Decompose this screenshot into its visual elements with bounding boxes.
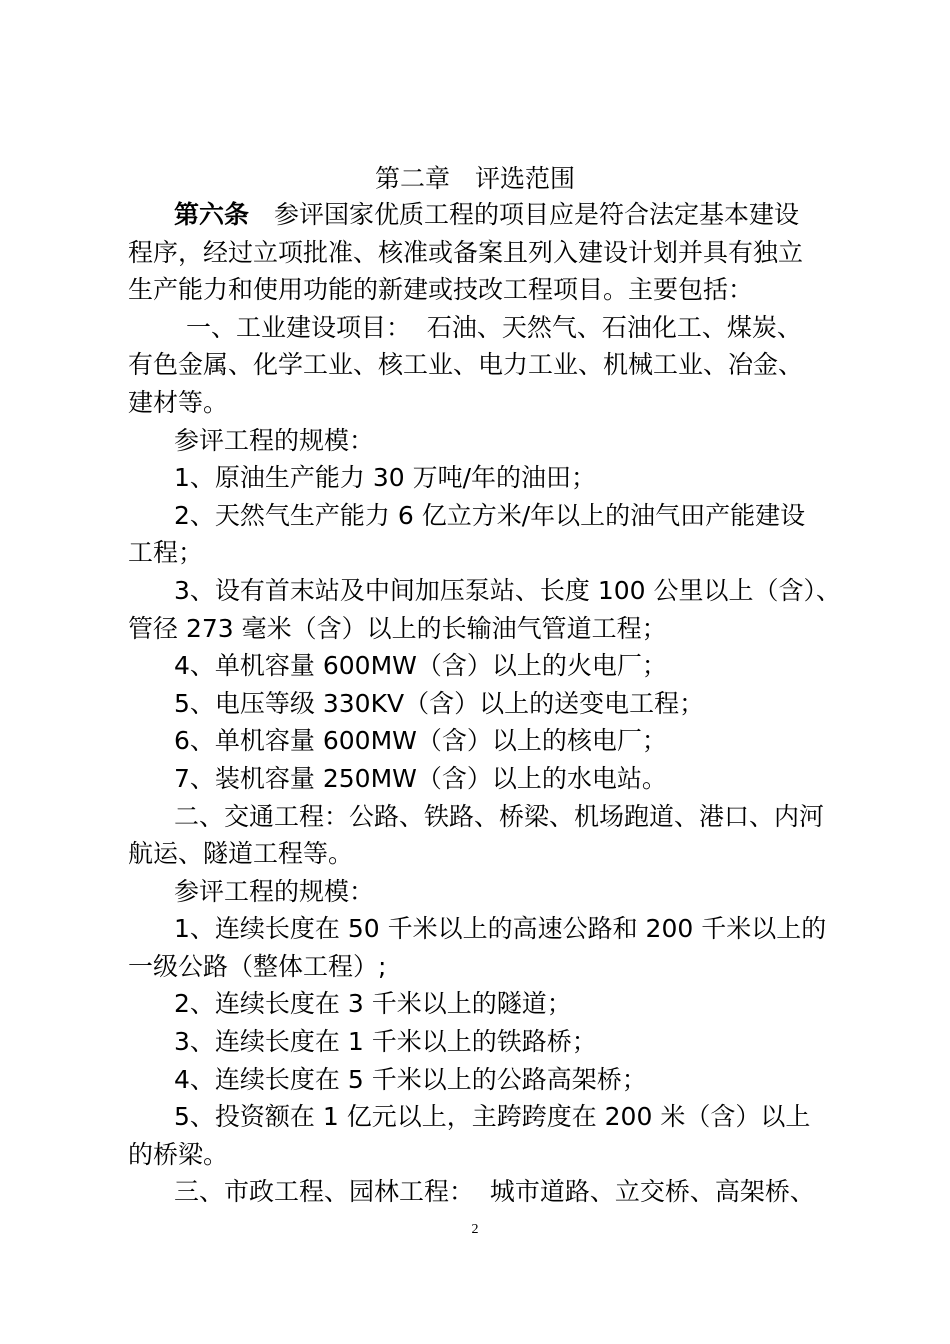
article-6-line-1 <box>128 196 818 234</box>
page-number: 2 <box>471 1222 479 1237</box>
transport-item-1: 1、连续长度在 50 千米以上的高速公路和 200 千米以上的 <box>174 914 827 944</box>
industrial-item-2: 2、天然气生产能力 6 亿立方米/年以上的油气田产能建设 <box>174 500 806 530</box>
transport-line-2: 航运、隧道工程等。 <box>128 839 354 869</box>
industrial-scale-label: 参评工程的规模： <box>174 425 375 455</box>
document-body <box>128 196 842 1211</box>
article-6-line-2: 程序，经过立项批准、核准或备案且列入建设计划并具有独立 <box>128 237 804 267</box>
transport-item-2: 2、连续长度在 3 千米以上的隧道； <box>174 989 572 1019</box>
transport-item-5: 5、投资额在 1 亿元以上，主跨跨度在 200 米（含）以上 <box>174 1102 811 1132</box>
industrial-line-3: 建材等。 <box>128 387 229 417</box>
transport-heading: 二、交通工程：公路、铁路、桥梁、机场跑道、港口、内河 <box>174 801 825 831</box>
municipal-heading: 三、市政工程、园林工程： 城市道路、立交桥、高架桥、 <box>174 1177 815 1207</box>
industrial-item-1: 1、原油生产能力 30 万吨/年的油田； <box>174 463 597 493</box>
industrial-line-2: 有色金属、化学工业、核工业、电力工业、机械工业、冶金、 <box>128 350 804 380</box>
industrial-heading: 一、工业建设项目： 石油、天然气、石油化工、煤炭、 <box>178 312 802 342</box>
industrial-item-3-cont: 管径 273 毫米（含）以上的长输油气管道工程； <box>128 613 667 643</box>
transport-item-5-cont: 的桥梁。 <box>128 1139 229 1169</box>
industrial-item-6: 6、单机容量 600MW（含）以上的核电厂； <box>174 726 667 756</box>
chapter-title: 第二章 评选范围 <box>374 164 575 193</box>
industrial-item-2-cont: 工程； <box>128 538 204 568</box>
transport-item-4: 4、连续长度在 5 千米以上的公路高架桥； <box>174 1064 647 1094</box>
industrial-item-3: 3、设有首末站及中间加压泵站、长度 100 公里以上（含）、 <box>174 575 842 605</box>
industrial-item-4: 4、单机容量 600MW（含）以上的火电厂； <box>174 651 667 681</box>
article-6-text: 参评国家优质工程的项目应是符合法定基本建设 <box>249 200 800 229</box>
transport-scale-label: 参评工程的规模： <box>174 876 375 906</box>
article-label: 第六条 <box>174 200 250 229</box>
industrial-item-5: 5、电压等级 330KV（含）以上的送变电工程； <box>174 688 705 718</box>
transport-item-3: 3、连续长度在 1 千米以上的铁路桥； <box>174 1027 597 1057</box>
article-6-line-3: 生产能力和使用功能的新建或技改工程项目。主要包括： <box>128 275 754 305</box>
transport-item-1-cont: 一级公路（整体工程）; <box>128 951 387 981</box>
industrial-item-7: 7、装机容量 250MW（含）以上的水电站。 <box>174 763 667 793</box>
